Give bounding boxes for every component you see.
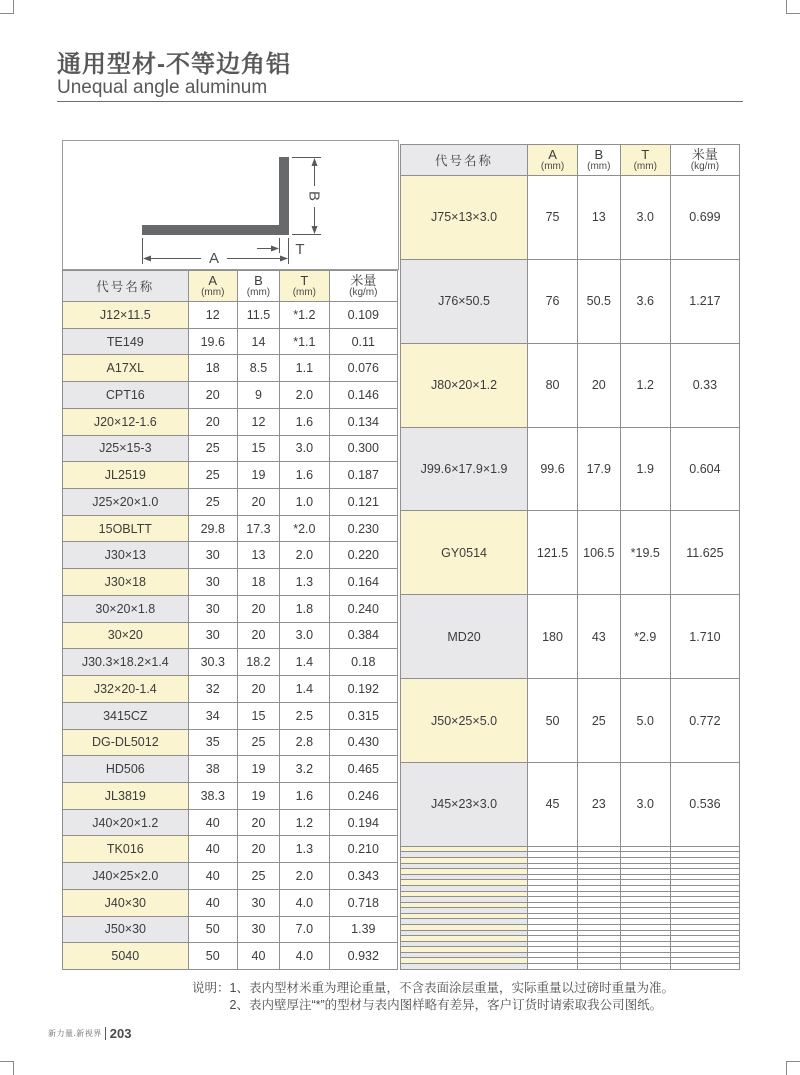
angle-profile-diagram [62,140,399,270]
cell-code-name: J40×30 [63,889,189,916]
cell-value: *2.9 [620,595,670,679]
cell-value: 0.11 [329,328,397,355]
table-row [63,408,398,435]
cell-value: 0.230 [329,515,397,542]
cell-value: 20 [188,382,237,409]
cell-value: 25 [237,729,279,756]
cell-value: 30 [237,916,279,943]
page-title: 通用型材-不等边角铝 [57,51,291,78]
header-code-name: 代号名称 [401,145,528,176]
notes [192,980,674,1014]
arrow-a-left [143,256,151,262]
cell-code-name [401,964,528,970]
table-row [401,595,740,679]
table-row [401,176,740,260]
table-row [401,259,740,343]
cell-value: 25 [577,679,620,763]
cell-value: 1.6 [280,408,330,435]
cell-value: 20 [237,676,279,703]
cell-value: 29.8 [188,515,237,542]
cell-code-name: J20×12-1.6 [63,408,189,435]
cell-value: 17.3 [237,515,279,542]
spec-table-right [400,144,740,970]
cell-value: 20 [577,343,620,427]
dimension-a-label: A [208,250,220,267]
cell-value: 0.772 [670,679,739,763]
header-divider [57,101,743,102]
cell-value: 0.343 [329,863,397,890]
cell-value: 11.625 [670,511,739,595]
table-row [63,729,398,756]
cell-value: 0.33 [670,343,739,427]
cell-value: 20 [237,622,279,649]
header-b: B (mm) [577,145,620,176]
cell-value: 80 [528,343,578,427]
cell-code-name: 15OBLTT [63,515,189,542]
cell-value: 14 [237,328,279,355]
cell-value: 3.0 [620,763,670,847]
header-code-name: 代号名称 [63,271,189,302]
cell-code-name: MD20 [401,595,528,679]
cell-code-name: J25×15-3 [63,435,189,462]
page-number: 203 [109,1026,132,1041]
cell-code-name: J30×13 [63,542,189,569]
table-row [63,676,398,703]
cell-value: 76 [528,259,578,343]
cell-value: 25 [188,489,237,516]
cell-value: 30 [188,622,237,649]
cell-value: 40 [188,809,237,836]
cell-value: 40 [188,889,237,916]
header-a: A (mm) [188,271,237,302]
table-row [63,702,398,729]
notes-label: 说明： [192,981,230,995]
profile-vertical-leg [279,157,289,235]
table-row [401,343,740,427]
cell-value: 0.164 [329,569,397,596]
cell-value: 2.0 [280,382,330,409]
table-row [63,649,398,676]
cell-code-name: J50×25×5.0 [401,679,528,763]
header-meter-weight: 米量 (kg/m) [329,271,397,302]
cell-value [670,964,739,970]
cell-value: 1.39 [329,916,397,943]
table-row [63,489,398,516]
cell-value: 0.240 [329,595,397,622]
cell-value: 35 [188,729,237,756]
arrow-b-bottom [312,226,318,234]
cell-value: 20 [188,408,237,435]
cell-value: *1.2 [280,302,330,329]
cell-value: 19 [237,462,279,489]
cell-value: *1.1 [280,328,330,355]
cell-code-name: 30×20 [63,622,189,649]
cell-value: 0.536 [670,763,739,847]
cell-value: 50 [188,916,237,943]
cell-value: 0.699 [670,176,739,260]
table-row [63,622,398,649]
table-row [63,302,398,329]
cell-code-name: J76×50.5 [401,259,528,343]
cell-value: 180 [528,595,578,679]
header-t: T (mm) [620,145,670,176]
cell-value: 45 [528,763,578,847]
table-row [63,863,398,890]
cell-value: 25 [188,435,237,462]
cell-value: 2.8 [280,729,330,756]
cell-value: 5.0 [620,679,670,763]
cell-value: 1.4 [280,676,330,703]
table-row [63,355,398,382]
cell-code-name: J40×20×1.2 [63,809,189,836]
table-header-row [63,271,398,302]
cell-value: 3.2 [280,756,330,783]
cell-value: 0.194 [329,809,397,836]
cell-value: 1.3 [280,569,330,596]
cell-code-name: J45×23×3.0 [401,763,528,847]
cell-value: 0.932 [329,943,397,970]
cell-value: 4.0 [280,889,330,916]
table-row [63,542,398,569]
cell-code-name: GY0514 [401,511,528,595]
cell-value: 0.315 [329,702,397,729]
cell-value: 30.3 [188,649,237,676]
cell-code-name: J75×13×3.0 [401,176,528,260]
table-row [401,679,740,763]
angle-profile-drawing [63,141,398,269]
cell-value: 0.384 [329,622,397,649]
cell-code-name: JL2519 [63,462,189,489]
cell-value: 30 [188,595,237,622]
cell-code-name: 5040 [63,943,189,970]
cell-value: 20 [237,809,279,836]
cell-value: 99.6 [528,427,578,511]
spec-table-left [62,270,398,970]
cell-value: 18 [188,355,237,382]
cell-value: 0.121 [329,489,397,516]
footer-brand: 新力量.新视界 [48,1029,102,1038]
cell-value: 3.0 [280,622,330,649]
cell-value: 7.0 [280,916,330,943]
cell-value: 15 [237,702,279,729]
cell-code-name: J40×25×2.0 [63,863,189,890]
cell-value: 1.8 [280,595,330,622]
cell-value: 1.217 [670,259,739,343]
cell-value: 0.210 [329,836,397,863]
cell-value: 11.5 [237,302,279,329]
cell-value: 25 [237,863,279,890]
table-row [63,328,398,355]
cell-value: 8.5 [237,355,279,382]
cell-value: 30 [188,569,237,596]
cell-value: 50 [528,679,578,763]
cell-value: 20 [237,489,279,516]
table-row [63,916,398,943]
cell-value: 1.0 [280,489,330,516]
crop-mark-top-left [0,0,14,14]
table-row [63,943,398,970]
table-header-row [401,145,740,176]
header-b: B (mm) [237,271,279,302]
cell-value [620,964,670,970]
table-row [63,889,398,916]
cell-value: 1.3 [280,836,330,863]
cell-value: 1.9 [620,427,670,511]
header-meter-weight: 米量 (kg/m) [670,145,739,176]
cell-code-name: DG-DL5012 [63,729,189,756]
cell-value: 19 [237,782,279,809]
cell-value: 40 [188,836,237,863]
footer-divider [105,1027,106,1040]
cell-value: 12 [188,302,237,329]
cell-value: 0.300 [329,435,397,462]
table-row [63,569,398,596]
crop-mark-top-right [786,0,800,14]
arrow-b-top [312,158,318,166]
cell-code-name: HD506 [63,756,189,783]
cell-value: 75 [528,176,578,260]
cell-code-name: J50×30 [63,916,189,943]
cell-value: 1.6 [280,782,330,809]
table-row [63,435,398,462]
cell-value: 0.718 [329,889,397,916]
cell-code-name: TK016 [63,836,189,863]
cell-value: 0.076 [329,355,397,382]
cell-value: 0.134 [329,408,397,435]
cell-value: 32 [188,676,237,703]
cell-value: 0.192 [329,676,397,703]
table-row [401,763,740,847]
cell-value: 50 [188,943,237,970]
cell-code-name: J25×20×1.0 [63,489,189,516]
cell-value: 15 [237,435,279,462]
crop-mark-bottom-right [786,1061,800,1075]
cell-value: 3.0 [620,176,670,260]
cell-value: 0.146 [329,382,397,409]
cell-code-name: J99.6×17.9×1.9 [401,427,528,511]
cell-code-name: 30×20×1.8 [63,595,189,622]
cell-value: 18 [237,569,279,596]
cell-value: 17.9 [577,427,620,511]
dimension-t-label: T [295,241,305,258]
cell-value: 1.2 [620,343,670,427]
dimension-t [257,238,280,253]
cell-value: 18.2 [237,649,279,676]
cell-value: 0.465 [329,756,397,783]
cell-value: 0.246 [329,782,397,809]
cell-value [528,964,578,970]
cell-value: 3.0 [280,435,330,462]
cell-value: 0.220 [329,542,397,569]
header-a: A (mm) [528,145,578,176]
cell-value: 13 [577,176,620,260]
cell-value: 23 [577,763,620,847]
cell-value: 0.430 [329,729,397,756]
cell-code-name: J80×20×1.2 [401,343,528,427]
table-row [63,382,398,409]
cell-value: 40 [237,943,279,970]
cell-code-name: A17XL [63,355,189,382]
cell-value: 0.109 [329,302,397,329]
cell-value: 4.0 [280,943,330,970]
table-row [63,836,398,863]
cell-value: 2.5 [280,702,330,729]
cell-code-name: JL3819 [63,782,189,809]
cell-code-name: CPT16 [63,382,189,409]
cell-value: 1.6 [280,462,330,489]
table-row [401,511,740,595]
cell-value: 19.6 [188,328,237,355]
cell-code-name: J30.3×18.2×1.4 [63,649,189,676]
note-line: 2、表内壁厚注“*”的型材与表内图样略有差异，客户订货时请索取我公司图纸。 [229,998,663,1012]
cell-value: 40 [188,863,237,890]
cell-value: 38 [188,756,237,783]
table-row [63,462,398,489]
cell-value: 106.5 [577,511,620,595]
cell-value: 25 [188,462,237,489]
table-row [63,782,398,809]
header-t: T (mm) [280,271,330,302]
cell-value: 0.187 [329,462,397,489]
cell-value: 1.1 [280,355,330,382]
cell-value: 20 [237,836,279,863]
cell-value: 2.0 [280,542,330,569]
cell-value: 12 [237,408,279,435]
cell-value: 1.710 [670,595,739,679]
cell-value: 9 [237,382,279,409]
cell-value: 43 [577,595,620,679]
cell-code-name: J30×18 [63,569,189,596]
profile-horizontal-leg [142,225,289,235]
cell-value: 30 [237,889,279,916]
table-row [401,427,740,511]
cell-value: 20 [237,595,279,622]
arrow-t [271,246,279,252]
table-row [63,756,398,783]
table-row [63,595,398,622]
cell-value: 30 [188,542,237,569]
cell-value: 121.5 [528,511,578,595]
cell-value: 34 [188,702,237,729]
cell-value: 1.2 [280,809,330,836]
cell-value: *2.0 [280,515,330,542]
table-row [401,964,740,970]
cell-value: 13 [237,542,279,569]
note-line: 1、表内型材米重为理论重量，不含表面涂层重量，实际重量以过磅时重量为准。 [229,981,674,995]
cell-code-name: TE149 [63,328,189,355]
cell-value: *19.5 [620,511,670,595]
page-subtitle: Unequal angle aluminum [57,77,268,98]
cell-code-name: J12×11.5 [63,302,189,329]
cell-value: 3.6 [620,259,670,343]
dimension-b-label: B [305,190,323,202]
cell-value: 0.604 [670,427,739,511]
cell-value: 2.0 [280,863,330,890]
table-row [63,515,398,542]
cell-code-name: J32×20-1.4 [63,676,189,703]
page-footer [48,1026,131,1041]
cell-code-name: 3415CZ [63,702,189,729]
table-row [63,809,398,836]
cell-value: 50.5 [577,259,620,343]
cell-value: 19 [237,756,279,783]
cell-value [577,964,620,970]
cell-value: 1.4 [280,649,330,676]
cell-value: 38.3 [188,782,237,809]
crop-mark-bottom-left [0,1061,14,1075]
arrow-a-right [280,256,288,262]
cell-value: 0.18 [329,649,397,676]
